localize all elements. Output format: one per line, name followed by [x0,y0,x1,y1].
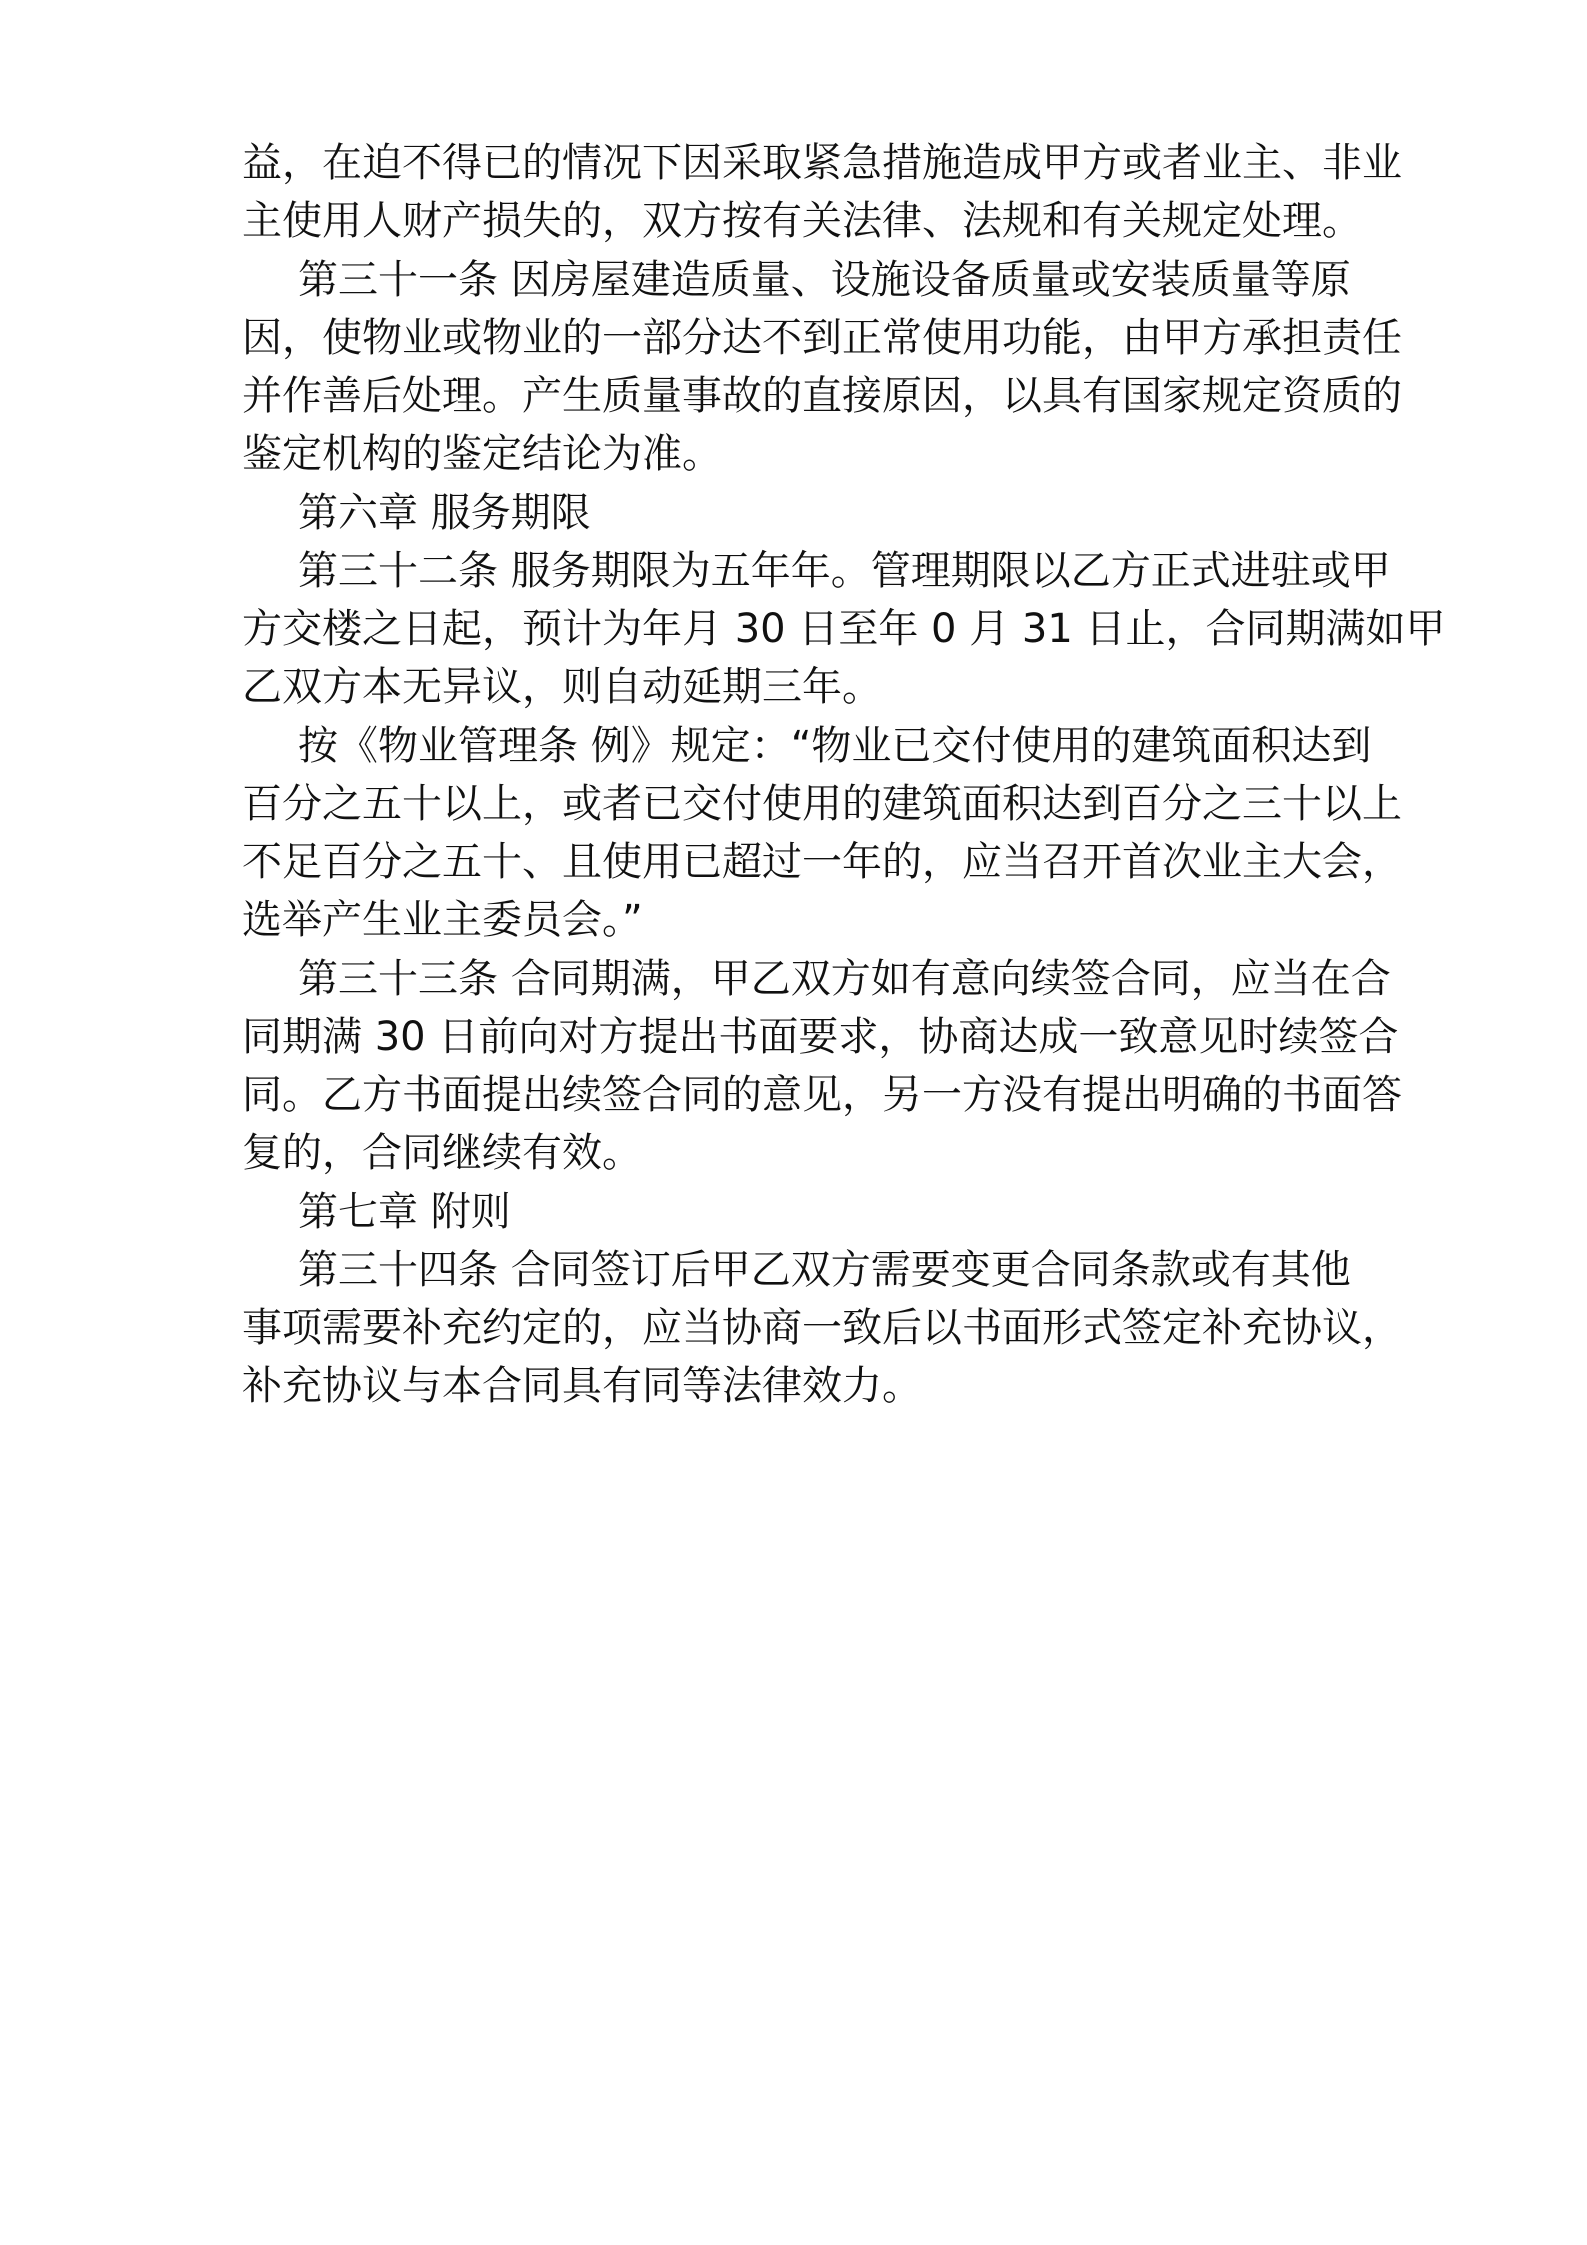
text-line: 同。乙方书面提出续签合同的意见，另一方没有提出明确的书面答 [242,1072,1402,1118]
article-33-heading-line: 第三十三条 合同期满，甲乙双方如有意向续签合同，应当在合 [298,956,1391,1002]
text-line: 补充协议与本合同具有同等法律效力。 [242,1363,922,1409]
text-line: 益，在迫不得已的情况下因采取紧急措施造成甲方或者业主、非业 [242,140,1402,186]
text-line: 方交楼之日起，预计为年月 30 日至年 0 月 31 日止，合同期满如甲 [242,606,1446,652]
text-line: 主使用人财产损失的，双方按有关法律、法规和有关规定处理。 [242,198,1362,244]
text-line: 乙双方本无异议，则自动延期三年。 [242,664,882,710]
article-34-heading-line: 第三十四条 合同签订后甲乙双方需要变更合同条款或有其他 [298,1247,1351,1293]
text-line: 不足百分之五十、且使用已超过一年的，应当召开首次业主大会， [242,839,1402,885]
text-line: 复的，合同继续有效。 [242,1130,642,1176]
article-31-heading-line: 第三十一条 因房屋建造质量、设施设备质量或安装质量等原 [298,257,1351,303]
text-line: 同期满 30 日前向对方提出书面要求，协商达成一致意见时续签合 [242,1014,1399,1060]
regulation-quote-line: 按《物业管理条 例》规定：“物业已交付使用的建筑面积达到 [298,723,1372,769]
article-32-heading-line: 第三十二条 服务期限为五年年。管理期限以乙方正式进驻或甲 [298,548,1391,594]
text-line: 选举产生业主委员会。” [242,897,643,943]
text-line: 因，使物业或物业的一部分达不到正常使用功能，由甲方承担责任 [242,315,1402,361]
text-line: 鉴定机构的鉴定结论为准。 [242,431,722,477]
text-line: 百分之五十以上，或者已交付使用的建筑面积达到百分之三十以上 [242,781,1402,827]
chapter-7-heading: 第七章 附则 [298,1189,511,1235]
text-line: 并作善后处理。产生质量事故的直接原因，以具有国家规定资质的 [242,373,1402,419]
text-line: 事项需要补充约定的，应当协商一致后以书面形式签定补充协议， [242,1305,1402,1351]
chapter-6-heading: 第六章 服务期限 [298,490,591,536]
